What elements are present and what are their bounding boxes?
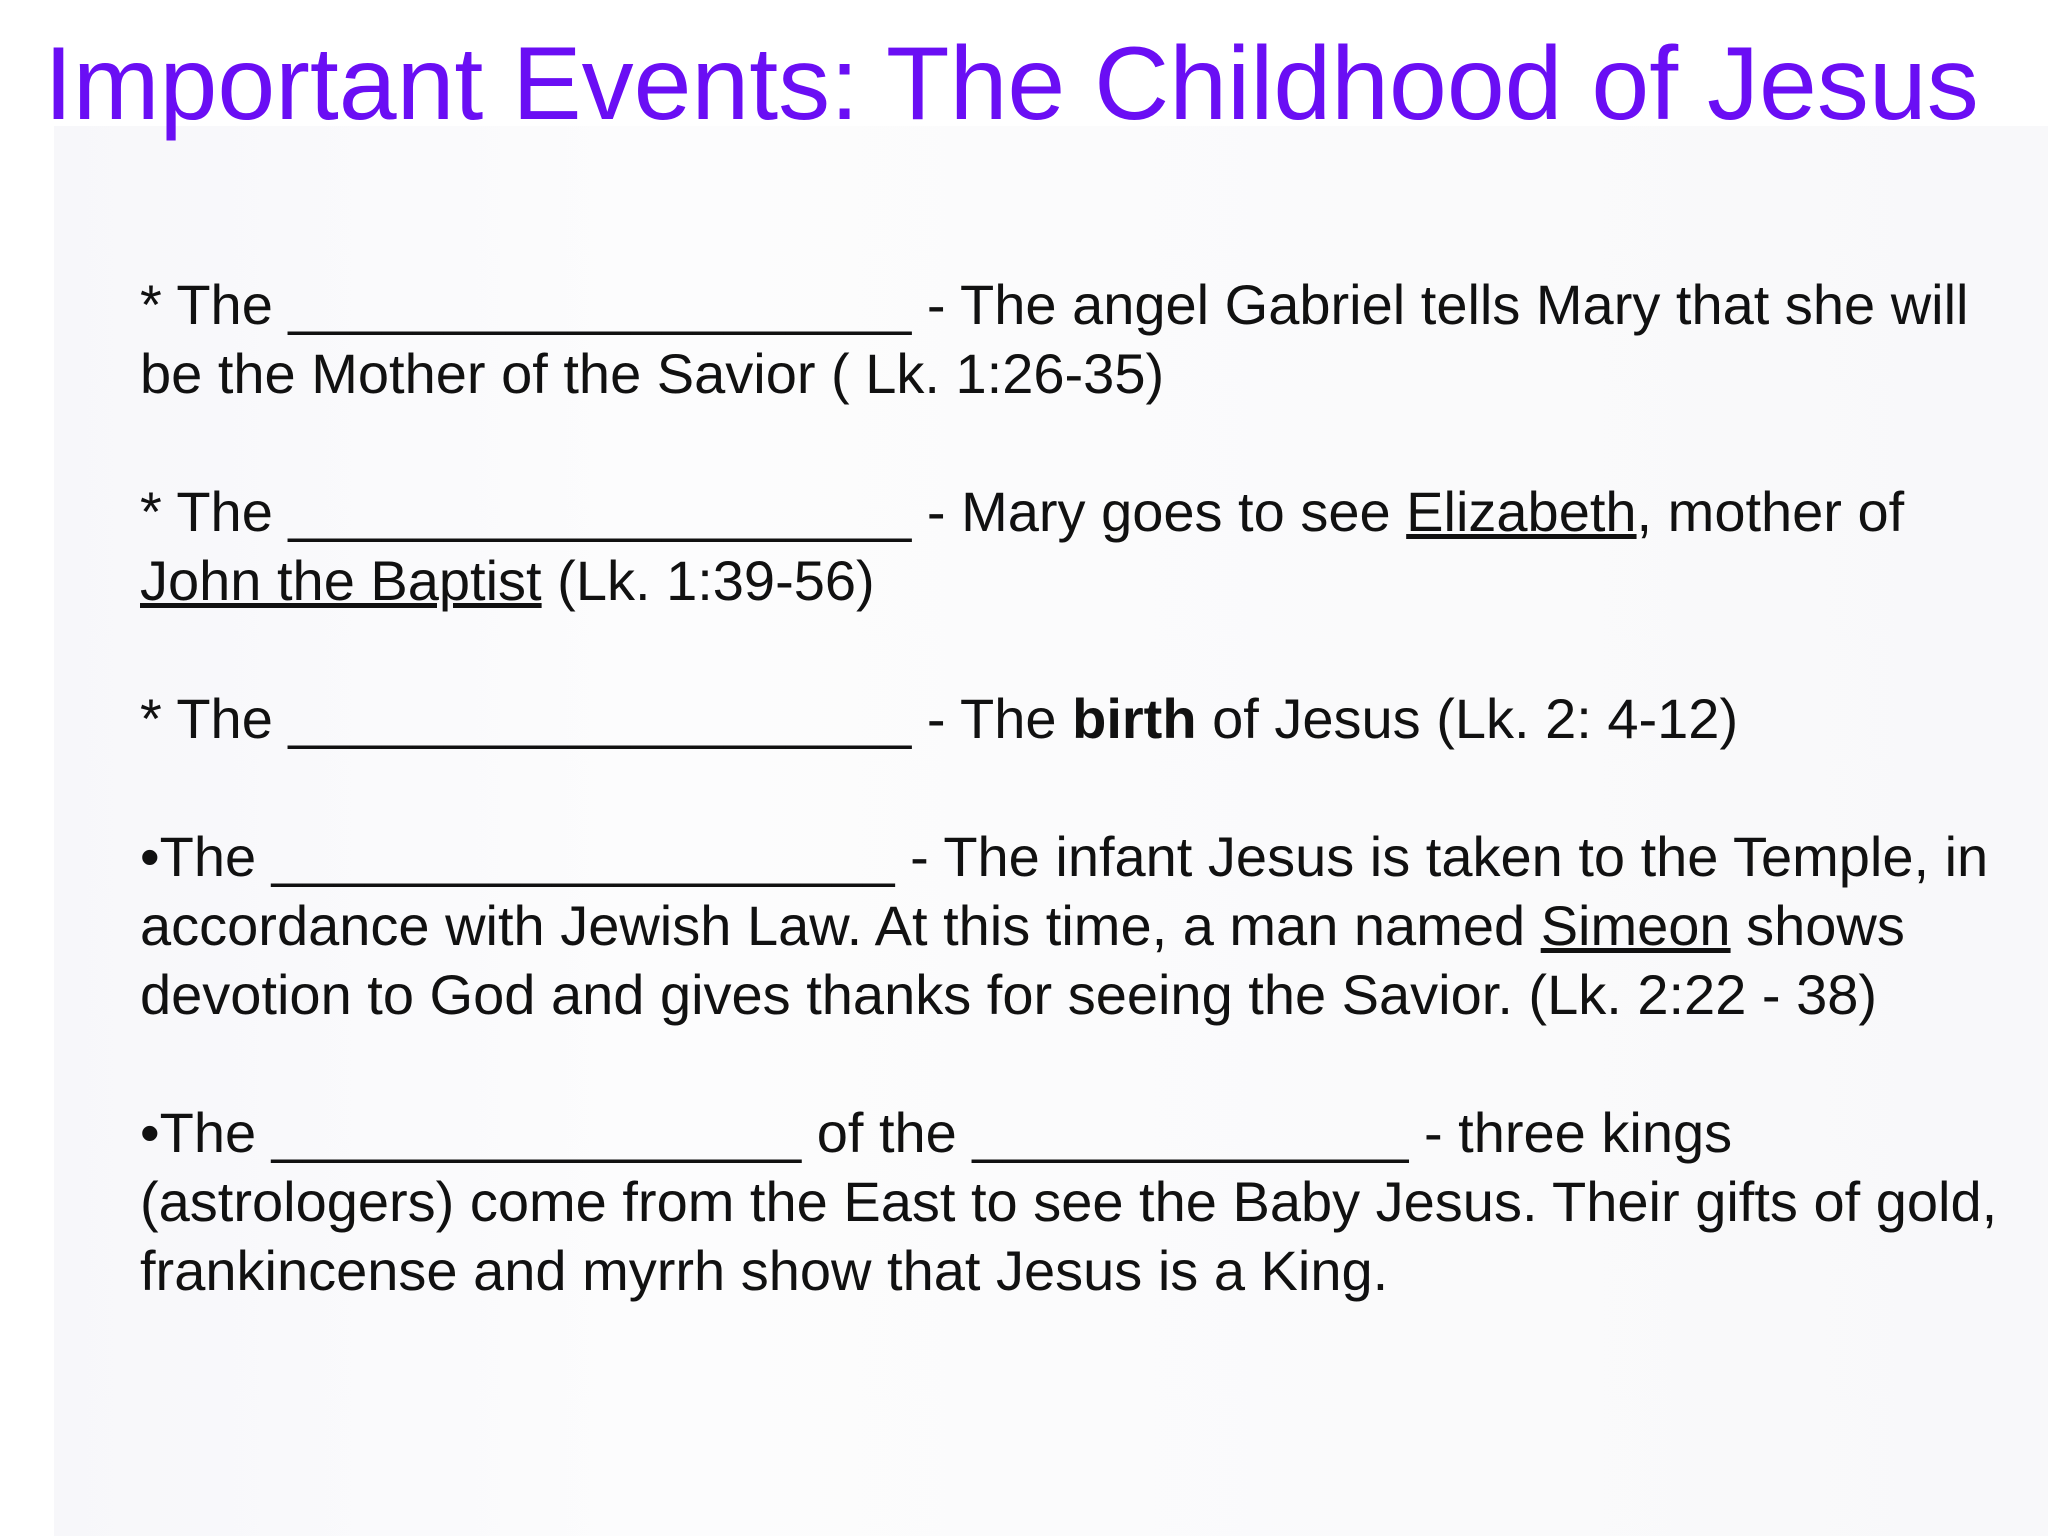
bullet: •The xyxy=(140,1101,257,1164)
fill-in-blank: ____________________ xyxy=(288,273,912,336)
fill-in-blank: ______________ xyxy=(972,1101,1409,1164)
event-description: - The xyxy=(911,687,1073,750)
fill-in-blank: ____________________ xyxy=(271,825,895,888)
slide-title: Important Events: The Childhood of Jesus xyxy=(44,26,1979,142)
spacer xyxy=(140,1029,2030,1098)
scripture-ref: (Lk. 1:39-56) xyxy=(541,549,875,612)
event-nativity xyxy=(140,684,2030,753)
underlined-name: Simeon xyxy=(1540,894,1731,957)
connector-text: of the xyxy=(801,1101,973,1164)
event-description-cont: shows devotion to God and gives thanks for seeing the Savior. (Lk. 2:22 - 38) xyxy=(140,894,1905,1026)
event-presentation xyxy=(140,822,2030,1029)
event-description: - Mary goes to see xyxy=(911,480,1407,543)
spacer xyxy=(140,615,2030,684)
event-description: - The infant Jesus is taken to the Temple, in accordance with Jewish Law. At this time, a man named xyxy=(140,825,1989,957)
event-epiphany xyxy=(140,1098,2030,1305)
event-visitation xyxy=(140,477,2030,615)
fill-in-blank: ____________________ xyxy=(288,687,912,750)
bullet: * The xyxy=(140,687,273,750)
bullet: * The xyxy=(140,480,273,543)
underlined-name: Elizabeth xyxy=(1406,480,1637,543)
event-annunciation xyxy=(140,270,2030,408)
event-description-cont: of Jesus (Lk. 2: 4-12) xyxy=(1196,687,1739,750)
fill-in-blank: _________________ xyxy=(271,1101,802,1164)
bullet: •The xyxy=(140,825,257,888)
event-description: - The angel Gabriel tells Mary that she will be the Mother of the Savior ( Lk. 1:26-35) xyxy=(140,273,1969,405)
spacer xyxy=(140,753,2030,822)
spacer xyxy=(140,408,2030,477)
bullet: * The xyxy=(140,273,273,336)
fill-in-blank: ____________________ xyxy=(288,480,912,543)
event-description: - three kings (astrologers) come from the East to see the Baby Jesus. Their gifts of gold, frankincense and myrrh show that Jesus is a King. xyxy=(140,1101,1998,1302)
event-description-cont: , mother of xyxy=(1636,480,1905,543)
slide-body xyxy=(140,270,2030,1305)
bold-word: birth xyxy=(1072,687,1197,750)
underlined-name: John the Baptist xyxy=(140,549,542,612)
